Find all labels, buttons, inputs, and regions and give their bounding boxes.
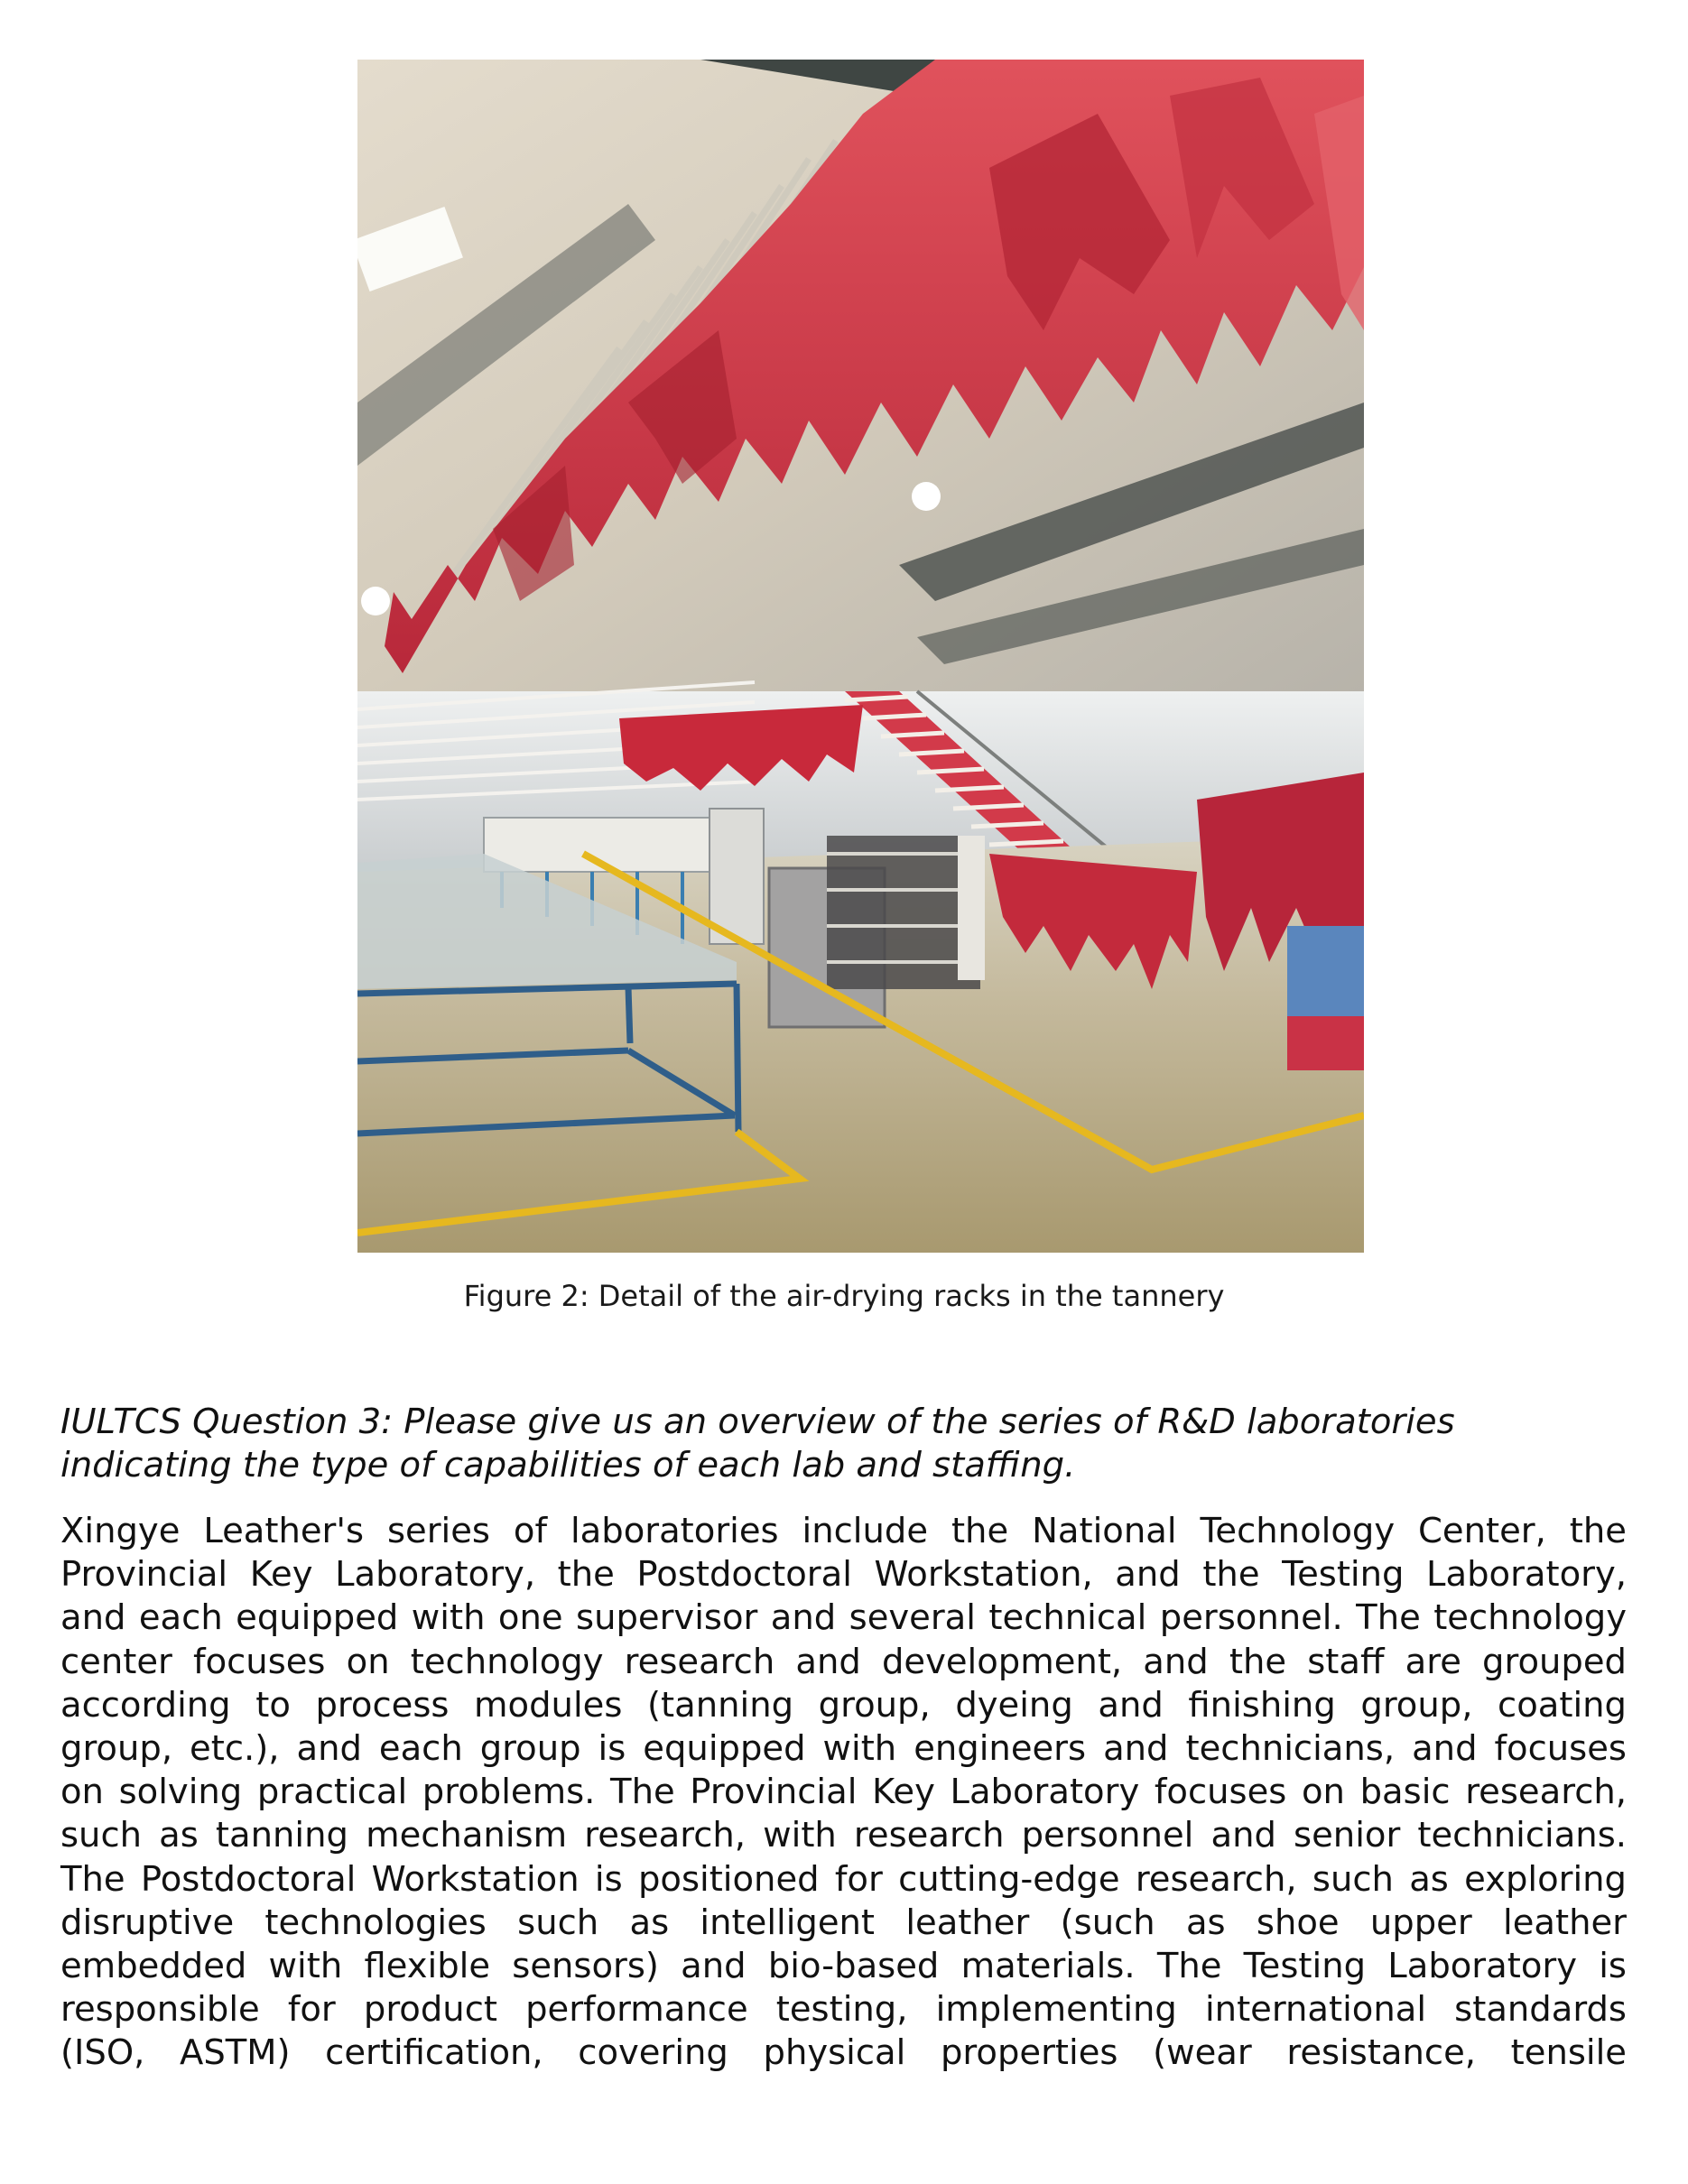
paragraph-line: responsible for product performance testing, implementing international standards — [60, 1989, 1627, 2031]
question-heading — [60, 1401, 1631, 1487]
paragraph-line: center focuses on technology research and development, and the staff are grouped — [60, 1641, 1627, 1682]
machine-side-panel — [958, 836, 985, 980]
control-cabinet — [710, 809, 764, 944]
paragraph-line: such as tanning mechanism research, with research personnel and senior technicians. — [60, 1815, 1627, 1856]
figure-photo — [357, 60, 1364, 1253]
tannery-photo — [357, 60, 1364, 1253]
paragraph-line: on solving practical problems. The Provincial Key Laboratory focuses on basic research, — [60, 1772, 1627, 1813]
ceiling-light — [361, 587, 390, 615]
paragraph-line: embedded with flexible sensors) and bio-based materials. The Testing Laboratory is — [60, 1945, 1627, 1986]
paragraph-line: group, etc.), and each group is equipped with engineers and technicians, and focuses — [60, 1727, 1627, 1769]
roller-machine — [827, 836, 980, 989]
paragraph-line: disruptive technologies such as intelligent leather (such as shoe upper leather — [60, 1902, 1627, 1943]
question-line: indicating the type of capabilities of each lab and staffing. — [60, 1445, 1076, 1485]
figure-caption: Figure 2: Detail of the air-drying racks in the tannery — [463, 1279, 1225, 1313]
paragraph-line: according to process modules (tanning group, dyeing and finishing group, coating — [60, 1684, 1627, 1726]
paragraph-line: Provincial Key Laboratory, the Postdoctoral Workstation, and the Testing Laboratory, — [60, 1554, 1627, 1596]
paragraph-line: and each equipped with one supervisor and several technical personnel. The technology — [60, 1597, 1627, 1639]
question-line: IULTCS Question 3: Please give us an overview of the series of R&D laboratories — [60, 1402, 1455, 1442]
banner-stand-base — [1287, 1016, 1364, 1070]
paragraph-line: The Postdoctoral Workstation is positioned for cutting-edge research, such as exploring — [60, 1858, 1627, 1900]
ceiling-light — [912, 482, 941, 511]
body-paragraph — [60, 1510, 1627, 2075]
paragraph-line: (ISO, ASTM) certification, covering physical properties (wear resistance, tensile — [60, 2032, 1627, 2074]
paragraph-line: Xingye Leather's series of laboratories include the National Technology Center, the — [60, 1511, 1627, 1551]
